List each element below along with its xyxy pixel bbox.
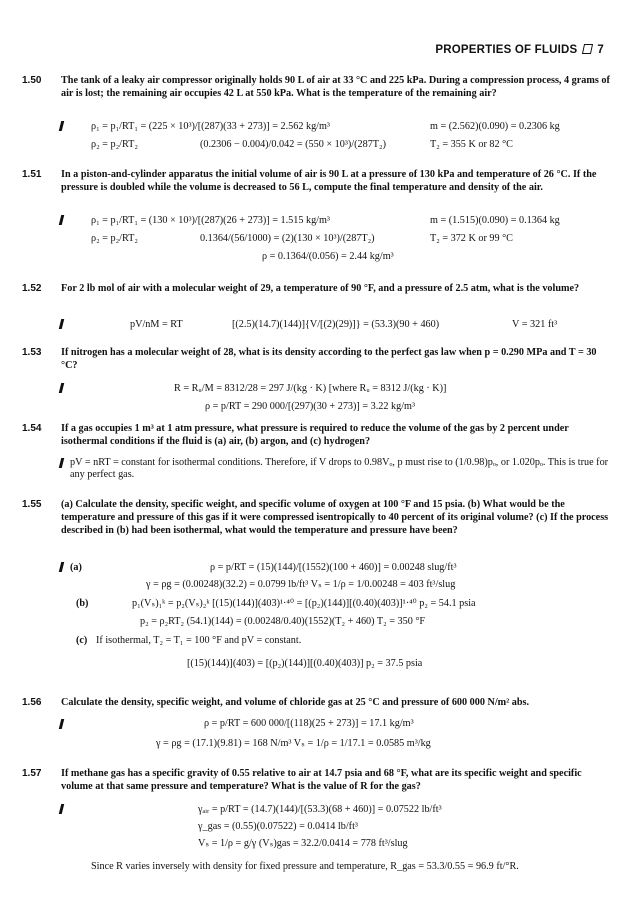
problem-statement: (a) Calculate the density, specific weight, and specific volume of oxygen at 100 °F and 15 psia. (b) What would be the temperature and pressure of this gas if it were compressed isentropically to 40 percent of its original volume? (c) If the process described in (b) had been isothermal, what would the temperature and pressure have been? [61,499,609,536]
problem-statement: If a gas occupies 1 m³ at 1 atm pressure, what pressure is required to reduce the volume of the gas by 2 percent under isothermal conditions if the fluid is (a) air, (b) argon, and (c) hydrogen? [61,423,569,447]
problem-number: 1.57 [22,768,42,779]
solution-line: V = 321 ft³ [512,319,558,330]
solution-bullet-icon [59,215,64,225]
solution-line: ρ = p/RT = 290 000/[(297)(30 + 273)] = 3.22 kg/m³ [205,401,416,412]
solution-line: T₂ = 372 K or 99 °C [430,233,513,244]
solution-line: T₂ = 355 K or 82 °C [430,139,513,150]
solution-line: ρ = p/RT = (15)(144)/[(1552)(100 + 460)] = 0.00248 slug/ft³ [210,562,457,573]
solution-line: p₁(Vₛ)₁ᵏ = p₂(Vₛ)₂ᵏ [(15)(144)](403)¹·⁴⁰ = [(p₂)(144)][(0.40)(403)]¹·⁴⁰ p₂ = 54.1 psia [132,598,476,609]
solution-line: ρ = p/RT = 600 000/[(118)(25 + 273)] = 17.1 kg/m³ [204,718,414,729]
solution-bullet-icon [59,319,64,329]
problem-statement: For 2 lb mol of air with a molecular weight of 29, a temperature of 90 °F, and a pressure of 2.5 atm, what is the volume? [61,283,580,294]
solution-line: γ_gas = (0.55)(0.07522) = 0.0414 lb/ft³ [198,821,358,832]
solution-line: ρ = 0.1364/(0.056) = 2.44 kg/m³ [262,251,394,262]
problem-statement: The tank of a leaky air compressor originally holds 90 L of air at 33 °C and 225 kPa. During a compression process, 4 grams of air is lost; the remaining air occupies 42 L at 550 kPa. What is the temperature of the remaining air? [61,75,610,99]
part-label-a: (a) [70,562,82,573]
running-title: PROPERTIES OF FLUIDS [435,44,578,56]
part-label-c: (c) [76,635,88,646]
box-ornament-icon [582,44,593,54]
solution-line: ρ₁ = p₁/RT₁ = (225 × 10³)/[(287)(33 + 273)] = 2.562 kg/m³ [91,121,330,132]
page-header [435,44,604,56]
solution-line: γₐᵢᵣ = p/RT = (14.7)(144)/[(53.3)(68 + 460)] = 0.07522 lb/ft³ [198,804,442,815]
problem-statement: If methane gas has a specific gravity of 0.55 relative to air at 14.7 psia and 68 °F, what are its specific weight and specific volume at that same pressure and temperature? What is the value of R for the gas? [61,768,582,792]
solution-bullet-icon [59,383,64,393]
problem-number: 1.52 [22,283,42,294]
solution-line: m = (1.515)(0.090) = 0.1364 kg [430,215,560,226]
solution-line: [(15)(144)](403) = [(p₂)(144)][(0.40)(403)] p₂ = 37.5 psia [187,658,423,669]
solution-bullet-icon [59,458,64,468]
problem-number: 1.54 [22,423,42,434]
problem-statement: In a piston-and-cylinder apparatus the initial volume of air is 90 L at a pressure of 130 kPa and temperature of 26 °C. If the pressure is doubled while the volume is decreased to 56 L, compute the final temperature and density of the air. [61,169,597,193]
problem-statement: If nitrogen has a molecular weight of 28, what is its density according to the perfect gas law when p = 0.290 MPa and T = 30 °C? [61,347,597,371]
problem-number: 1.55 [22,499,42,510]
solution-line: ρ₁ = p₁/RT₁ = (130 × 10³)/[(287)(26 + 273)] = 1.515 kg/m³ [91,215,330,226]
problem-number: 1.50 [22,75,42,86]
problem-number: 1.56 [22,697,42,708]
solution-line: pV/nM = RT [130,319,183,330]
solution-line: γ = ρg = (0.00248)(32.2) = 0.0799 lb/ft³ Vₛ = 1/ρ = 1/0.00248 = 403 ft³/slug [146,579,456,590]
page-number: 7 [597,44,604,56]
solution-line: Vₛ = 1/ρ = g/γ (Vₛ)gas = 32.2/0.0414 = 778 ft³/slug [198,838,408,849]
solution-bullet-icon [59,719,64,729]
solution-line: R = Rᵤ/M = 8312/28 = 297 J/(kg · K) [where Rᵤ = 8312 J/(kg · K)] [174,383,447,394]
solution-line: m = (2.562)(0.090) = 0.2306 kg [430,121,560,132]
solution-bullet-icon [59,121,64,131]
solution-line: pV = nRT = constant for isothermal conditions. Therefore, if V drops to 0.98Vₒ, p must rise to (1/0.98)pₒ, or 1.020pₒ. This is true for any perfect gas. [70,457,609,480]
solution-bullet-icon [59,804,64,814]
solution-line: [(2.5)(14.7)(144)]{V/[(2)(29)]} = (53.3)(90 + 460) [232,319,440,330]
solution-line: γ = ρg = (17.1)(9.81) = 168 N/m³ Vₛ = 1/ρ = 1/17.1 = 0.0585 m³/kg [156,738,431,749]
solution-line: p₂ = ρ₂RT₂ (54.1)(144) = (0.00248/0.40)(1552)(T₂ + 460) T₂ = 350 °F [140,616,426,627]
problem-statement: Calculate the density, specific weight, and volume of chloride gas at 25 °C and pressure of 600 000 N/m² abs. [61,697,530,708]
solution-line: 0.1364/(56/1000) = (2)(130 × 10³)/(287T₂) [200,233,375,244]
solution-line: (0.2306 − 0.004)/0.042 = (550 × 10³)/(287T₂) [200,139,386,150]
part-label-b: (b) [76,598,89,609]
solution-line: ρ₂ = p₂/RT₂ [91,233,138,244]
problem-number: 1.51 [22,169,42,180]
solution-line: ρ₂ = p₂/RT₂ [91,139,138,150]
solution-bullet-icon [59,562,64,572]
solution-line: Since R varies inversely with density for fixed pressure and temperature, R_gas = 53.3/0.55 = 96.9 ft/°R. [91,861,519,872]
problem-number: 1.53 [22,347,42,358]
solution-line: If isothermal, T₂ = T₁ = 100 °F and pV = constant. [96,635,302,646]
